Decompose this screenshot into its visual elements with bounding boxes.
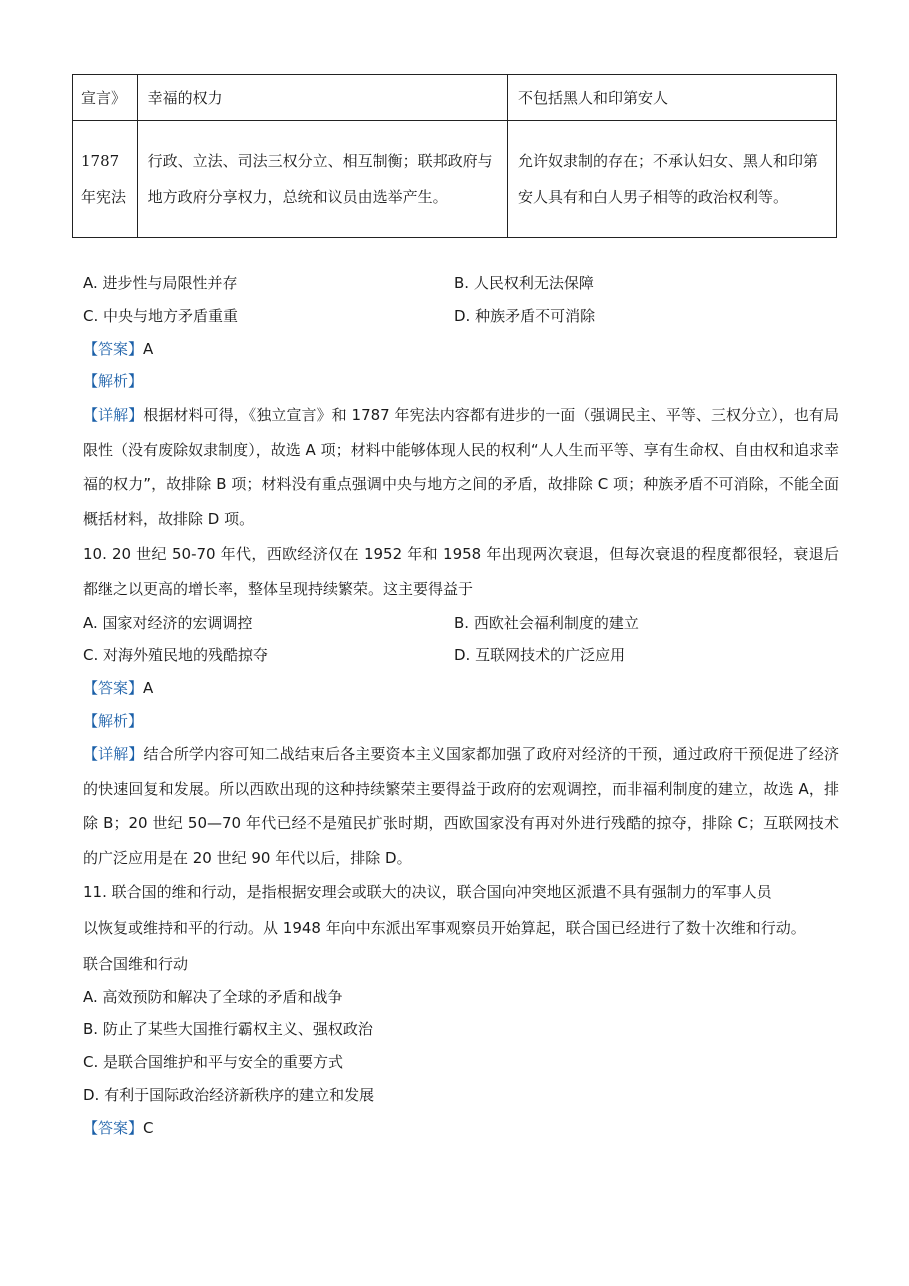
- answer-value: A: [143, 679, 154, 697]
- q9-answer: [83, 337, 153, 361]
- table-cell: [507, 121, 836, 238]
- q9-analysis-tag: [83, 369, 143, 393]
- table-cell-text: 行政、立法、司法三权分立、相互制衡；联邦政府与地方政府分享权力，总统和议员由选举产生。: [147, 152, 493, 206]
- answer-tag: 【答案】: [83, 340, 144, 358]
- table-cell-text: 宣言》: [81, 88, 127, 107]
- table-row: [73, 121, 837, 238]
- table-cell: [137, 75, 507, 121]
- answer-tag: 【答案】: [83, 1119, 144, 1137]
- table-cell-year: 1787: [81, 152, 120, 170]
- table-cell-text: 允许奴隶制的存在；不承认妇女、黑人和印第安人具有和白人男子相等的政治权利等。: [517, 152, 818, 206]
- q11-option-d: D. 有利于国际政治经济新秩序的建立和发展: [83, 1086, 375, 1104]
- q10-detail: [83, 737, 839, 875]
- q10-analysis-tag: [83, 709, 143, 733]
- q10-option-b: B. 西欧社会福利制度的建立: [454, 614, 639, 632]
- q11-answer: [83, 1116, 154, 1140]
- detail-tag: 【详解】: [83, 745, 144, 763]
- analysis-tag: 【解析】: [83, 372, 144, 390]
- q10-option-c: C. 对海外殖民地的残酷掠夺: [83, 646, 269, 664]
- q9-option-b: B. 人民权利无法保障: [454, 274, 594, 292]
- q11-stem-line: 联合国维和行动: [83, 955, 189, 973]
- q9-option-c: C. 中央与地方矛盾重重: [83, 307, 239, 325]
- table-cell-text: 年宪法: [81, 188, 127, 206]
- q10-option-d: D. 互联网技术的广泛应用: [454, 646, 626, 664]
- detail-text: 根据材料可得，《独立宣言》和 1787 年宪法内容都有进步的一面（强调民主、平等、三权分立），也有局限性（没有废除奴隶制度），故选 A 项；材料中能够体现人民的权利“人人生而平等、享有生命权、自由权和追求幸福的权力”，故排除 B 项；材料没有重点强调中央与地方之间的矛盾，故排除 C 项；种族矛盾不可消除，不能全面概括材料，故排除 D 项。: [83, 406, 839, 528]
- answer-tag: 【答案】: [83, 679, 144, 697]
- table-cell: [73, 75, 138, 121]
- q11-option-a: A. 高效预防和解决了全球的矛盾和战争: [83, 988, 343, 1006]
- answer-value: C: [143, 1119, 154, 1137]
- analysis-tag: 【解析】: [83, 712, 144, 730]
- detail-text: 结合所学内容可知二战结束后各主要资本主义国家都加强了政府对经济的干预，通过政府干预促进了经济的快速回复和发展。所以西欧出现的这种持续繁荣主要得益于政府的宏观调控，而非福利制度的建立，故选 A，排除 B；20 世纪 50—70 年代已经不是殖民扩张时期，西欧国家没有再对外进行残酷的掠夺，排除 C；互联网技术的广泛应用是在 20 世纪 90 年代以后，排除 D。: [83, 745, 839, 867]
- table-cell: [137, 121, 507, 238]
- q10-stem: 10. 20 世纪 50-70 年代，西欧经济仅在 1952 年和 1958 年出现两次衰退，但每次衰退的程度都很轻，衰退后都继之以更高的增长率，整体呈现持续繁荣。这主要得益于: [83, 545, 839, 598]
- q9-option-d: D. 种族矛盾不可消除: [454, 307, 596, 325]
- q11-stem-line: 11. 联合国的维和行动，是指根据安理会或联大的决议，联合国向冲突地区派遣不具有强制力的军事人员: [83, 883, 772, 901]
- detail-tag: 【详解】: [83, 406, 144, 424]
- q11-option-c: C. 是联合国维护和平与安全的重要方式: [83, 1053, 344, 1071]
- q11-option-b: B. 防止了某些大国推行霸权主义、强权政治: [83, 1020, 373, 1038]
- q9-option-a: A. 进步性与局限性并存: [83, 274, 238, 292]
- table-cell-text: 不包括黑人和印第安人: [517, 88, 668, 107]
- table-cell: [507, 75, 836, 121]
- q9-detail: [83, 398, 839, 536]
- comparison-table: [72, 74, 837, 238]
- table-cell-text: 幸福的权力: [147, 88, 223, 107]
- table-cell: [73, 121, 138, 238]
- q10-option-a: A. 国家对经济的宏调调控: [83, 614, 253, 632]
- table-row: [73, 75, 837, 121]
- answer-value: A: [143, 340, 154, 358]
- q11-stem-line: 以恢复或维持和平的行动。从 1948 年向中东派出军事观察员开始算起，联合国已经进行了数十次维和行动。: [83, 919, 806, 937]
- q10-answer: [83, 676, 153, 700]
